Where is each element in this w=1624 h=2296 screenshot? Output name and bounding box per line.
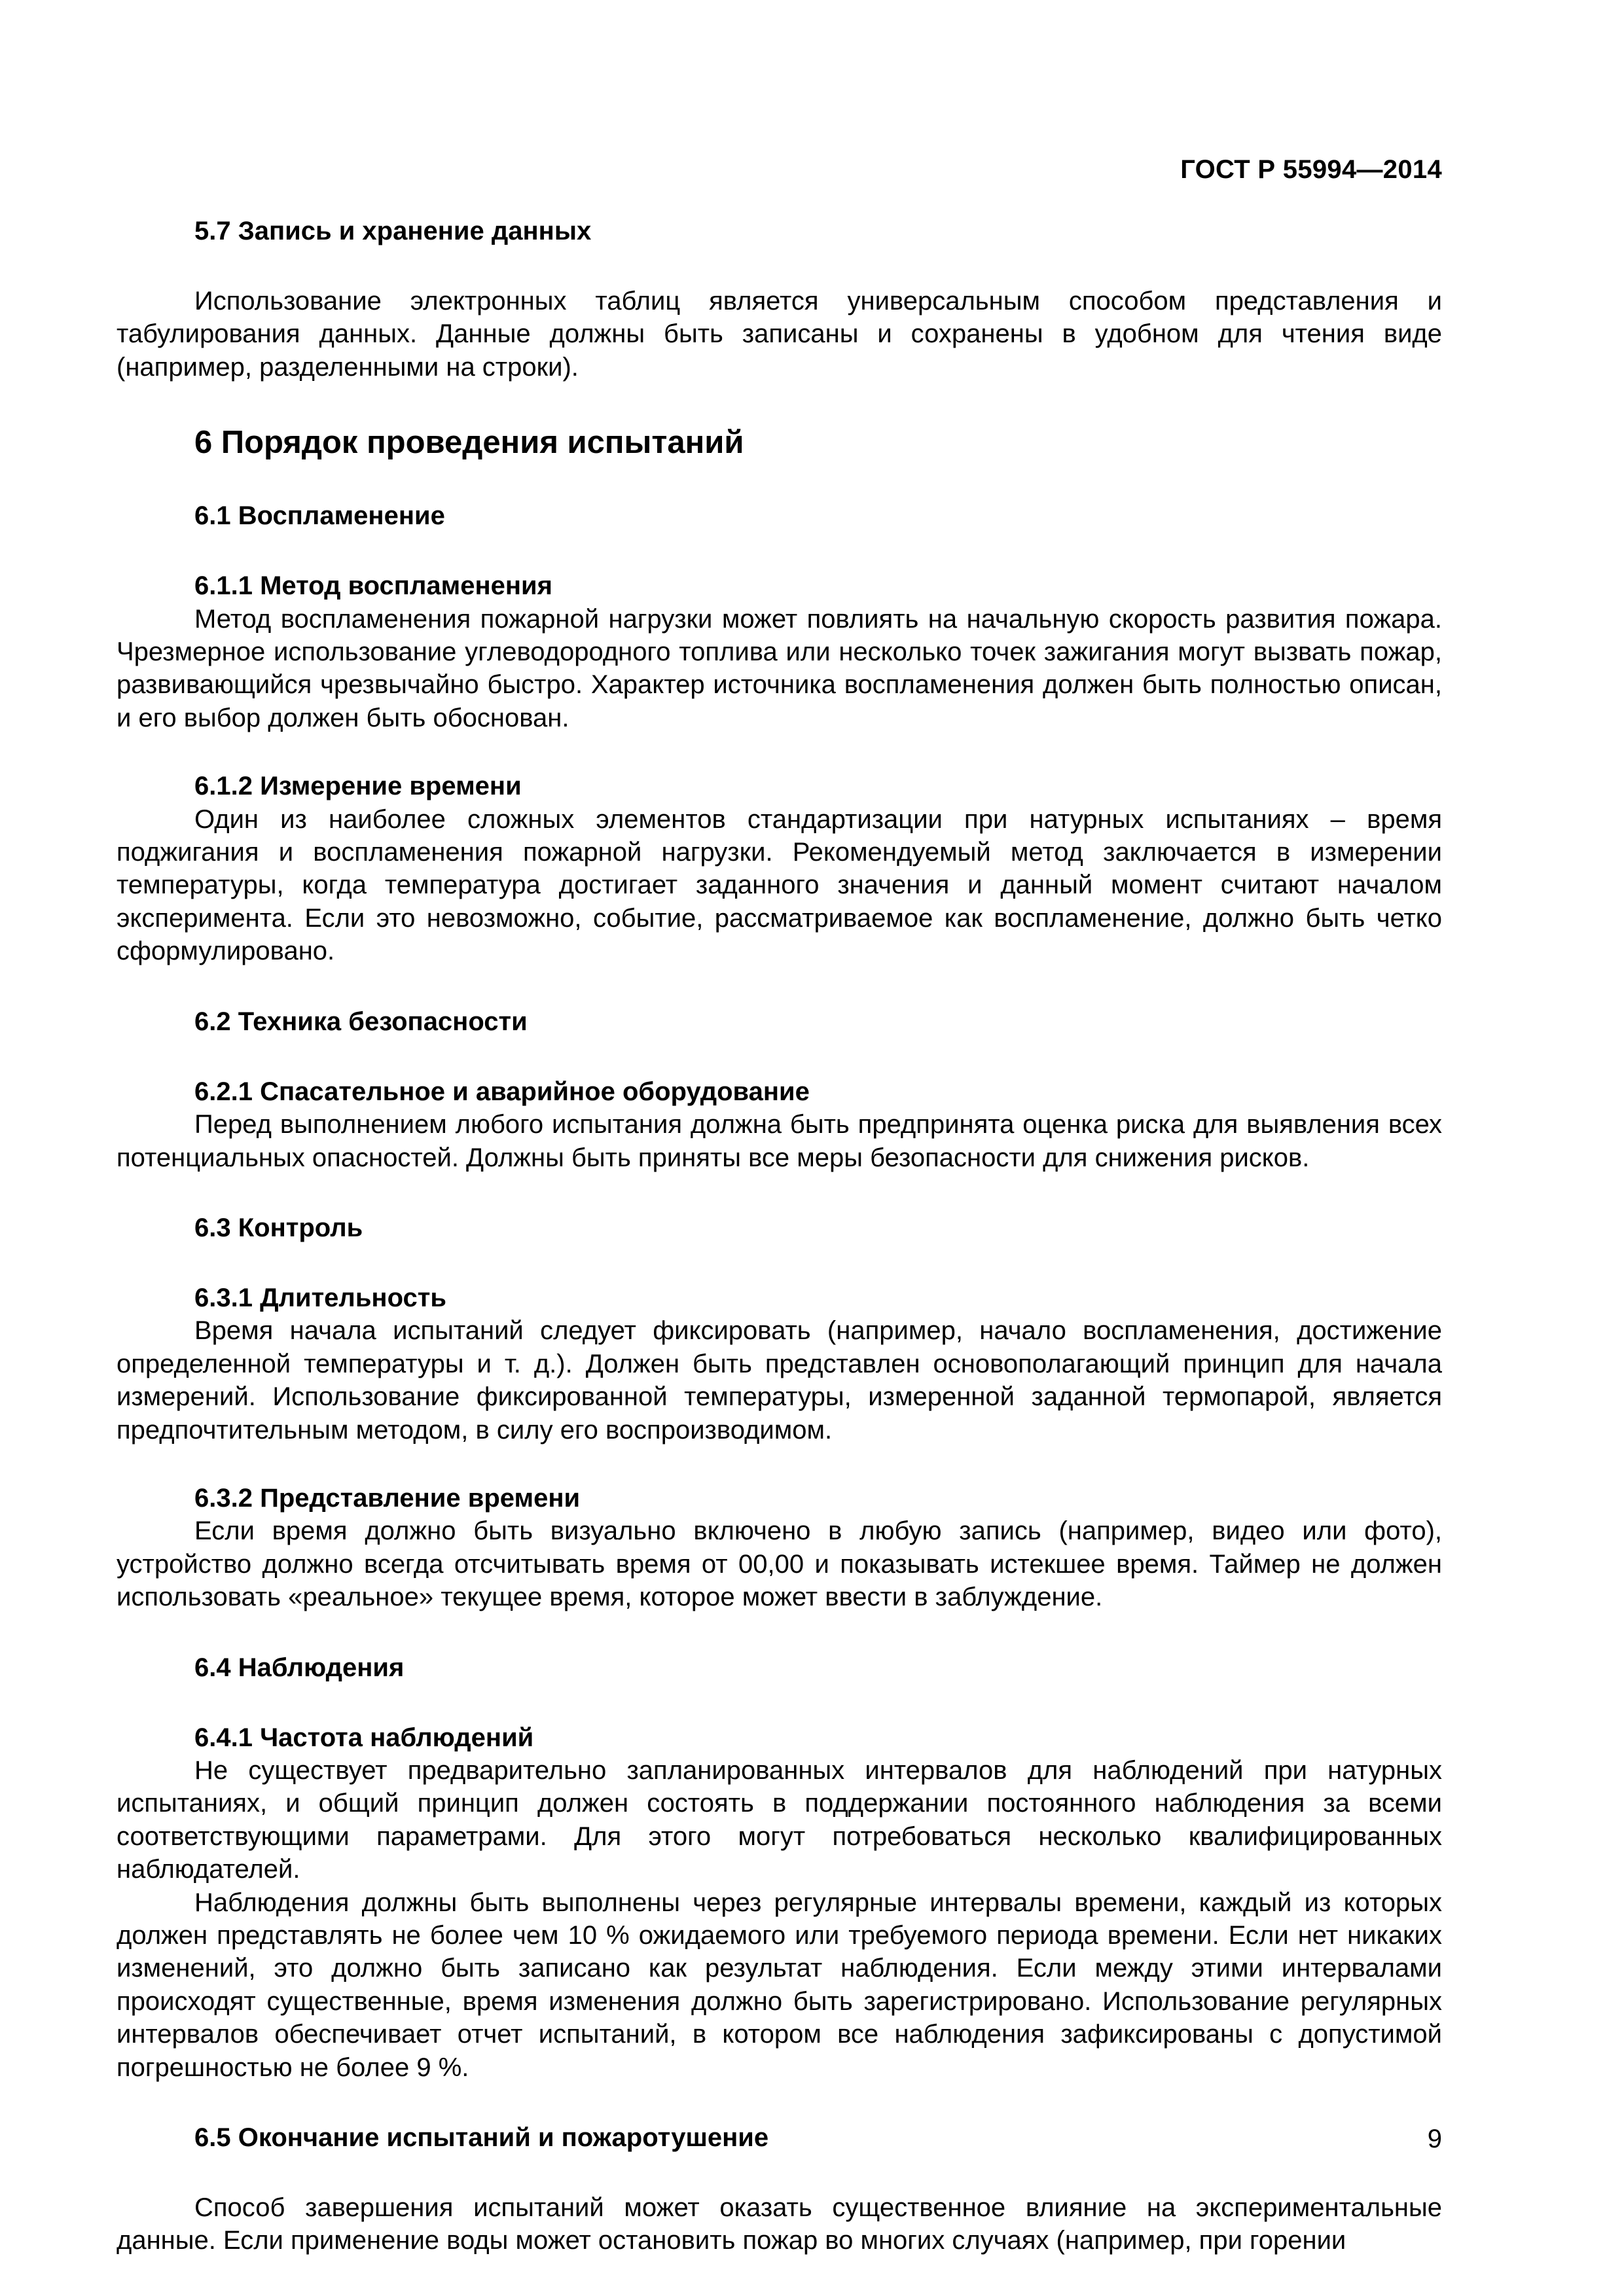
section-6-4-1-paragraph-2: Наблюдения должны быть выполнены через регулярные интервалы времени, каждый из которых должен представлять не более чем 10 % ожидаемого или требуемого периода времени. Если нет никаких изменений, это должно быть записано как результат наблюдения. Если между этими интервалами происходят существенные, время изменения должно быть зарегистрировано. Использование регулярных интервалов обеспечивает отчет испытаний, в котором все наблюдения зафиксированы с допустимой погрешностью не более 9 %. <box>117 1888 1442 2082</box>
page-number: 9 <box>1427 2125 1442 2153</box>
section-6-2-1-paragraph: Перед выполнением любого испытания должна быть предпринята оценка риска для выявления всех потенциальных опасностей. Должны быть приняты все меры безопасности для снижения рисков. <box>117 1110 1442 1172</box>
document-body <box>117 213 1442 2257</box>
section-6-4-title: 6.4 Наблюдения <box>194 1653 405 1682</box>
section-6-5-paragraph: Способ завершения испытаний может оказать существенное влияние на экспериментальные данные. Если применение воды может остановить пожар во многих случаях (например, при горении <box>117 2193 1442 2255</box>
section-6-5-title: 6.5 Окончание испытаний и пожаротушение <box>194 2123 769 2153</box>
section-6-2-1-title: 6.2.1 Спасательное и аварийное оборудование <box>194 1077 810 1106</box>
section-6-3-2-paragraph: Если время должно быть визуально включено в любую запись (например, видео или фото), устройство должно всегда отсчитывать время от 00,00 и показывать истекшее время. Таймер не должен использовать «реальное» текущее время, которое может ввести в заблуждение. <box>117 1516 1442 1612</box>
section-6-3-title: 6.3 Контроль <box>194 1213 363 1242</box>
section-6-1-1-title: 6.1.1 Метод воспламенения <box>194 571 552 601</box>
section-6-4-1-title: 6.4.1 Частота наблюдений <box>194 1723 534 1752</box>
section-6-1-1-paragraph: Метод воспламенения пожарной нагрузки может повлиять на начальную скорость развития пожара. Чрезмерное использование углеводородного топлива или несколько точек зажигания могут вызвать пожар, развивающийся чрезвычайно быстро. Характер источника воспламенения должен быть полностью описан, и его выбор должен быть обоснован. <box>117 604 1442 732</box>
section-5-7-paragraph: Использование электронных таблиц является универсальным способом представления и табулирования данных. Данные должны быть записаны и сохранены в удобном для чтения виде (например, разделенными на строки). <box>117 287 1442 382</box>
section-6-title: 6 Порядок проведения испытаний <box>194 425 744 461</box>
section-6-3-1-title: 6.3.1 Длительность <box>194 1283 446 1312</box>
document-id-header: ГОСТ Р 55994—2014 <box>1180 155 1442 184</box>
section-6-2-title: 6.2 Техника безопасности <box>194 1007 528 1036</box>
section-6-3-2-title: 6.3.2 Представление времени <box>194 1483 581 1513</box>
section-6-3-1-paragraph: Время начала испытаний следует фиксировать (например, начало воспламенения, достижение определенной температуры и т. д.). Должен быть представлен основополагающий принцип для начала измерений. Использование фиксированной температуры, измеренной заданной термопарой, является предпочтительным методом, в силу его воспроизводимом. <box>117 1316 1442 1444</box>
section-5-7-title: 5.7 Запись и хранение данных <box>194 217 592 245</box>
section-6-4-1-paragraph-1: Не существует предварительно запланированных интервалов для наблюдений при натурных испытаниях, и общий принцип должен состоять в поддержании постоянного наблюдения за всеми соответствующими параметрами. Для этого могут потребоваться несколько квалифицированных наблюдателей. <box>117 1755 1442 1884</box>
section-6-1-2-paragraph: Один из наиболее сложных элементов стандартизации при натурных испытаниях – время поджигания и воспламенения пожарной нагрузки. Рекомендуемый метод заключается в измерении температуры, когда температура достигает заданного значения и данный момент считают началом эксперимента. Если это невозможно, событие, рассматриваемое как воспламенение, должно быть четко сформулировано. <box>117 804 1442 966</box>
section-6-1-2-title: 6.1.2 Измерение времени <box>194 772 522 801</box>
section-6-1-title: 6.1 Воспламенение <box>194 501 445 531</box>
